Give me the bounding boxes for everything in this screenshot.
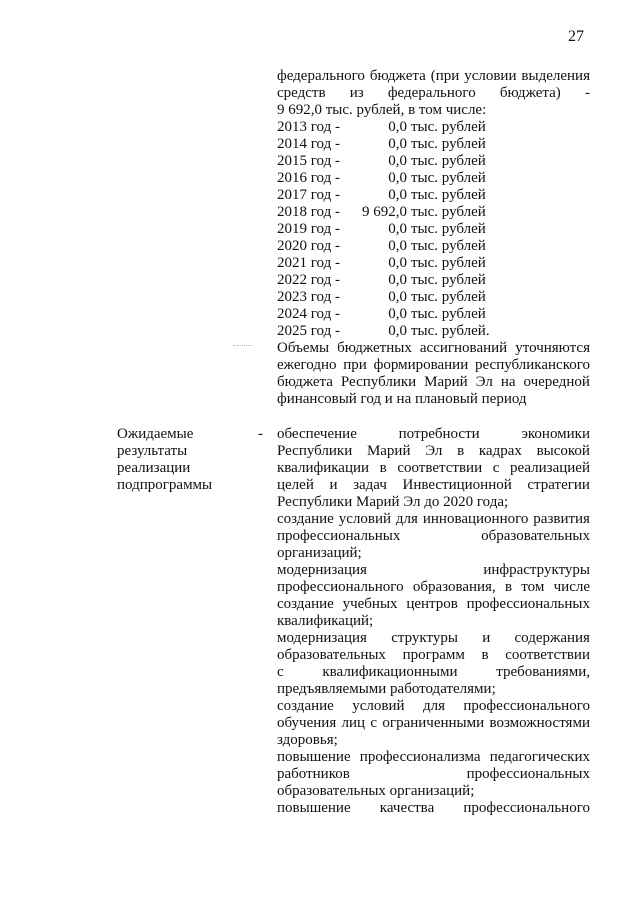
- label-line: реализации: [117, 460, 191, 476]
- word: квалификаций;: [277, 613, 374, 629]
- word: Марий: [424, 374, 468, 390]
- word: работников: [277, 766, 350, 782]
- word: в: [504, 579, 513, 595]
- scan-speck: [233, 345, 253, 348]
- word: обеспечение: [277, 426, 357, 442]
- word: Республики Марий Эл до 2020 года;: [277, 494, 509, 510]
- word: федерального: [277, 68, 365, 84]
- budget-year-row: [277, 170, 590, 187]
- budget-year-row: [277, 272, 590, 289]
- year-label: 2015 год -: [277, 153, 340, 169]
- word: качества: [379, 800, 435, 816]
- word: и: [329, 477, 338, 493]
- word: содержания: [514, 630, 590, 646]
- budget-year-row: [277, 306, 590, 323]
- year-label: 2025 год -: [277, 323, 340, 339]
- word: предъявляемыми работодателями;: [277, 681, 496, 697]
- text-line: [277, 732, 590, 749]
- year-label: 2018 год -: [277, 204, 340, 220]
- word: целей: [277, 477, 314, 493]
- year-amount: 0,0: [388, 187, 407, 203]
- word: бюджета: [369, 68, 426, 84]
- word: соответствии: [397, 460, 483, 476]
- word: в: [379, 460, 387, 476]
- word: педагогических: [489, 749, 590, 765]
- word: Республики: [277, 443, 353, 459]
- budget-intro: [277, 68, 590, 119]
- word: выделения: [521, 68, 590, 84]
- budget-year-row: [277, 119, 590, 136]
- year-amount: 0,0: [388, 170, 407, 186]
- word: стратегии: [527, 477, 590, 493]
- budget-year-row: [277, 153, 590, 170]
- year-unit: тыс. рублей: [411, 153, 486, 169]
- word: квалификационными: [322, 664, 458, 680]
- year-label: 2024 год -: [277, 306, 340, 322]
- budget-year-row: [277, 187, 590, 204]
- word: Эл: [475, 374, 493, 390]
- text-line: [277, 477, 590, 494]
- word: образовательных: [481, 528, 590, 544]
- word: требованиями,: [496, 664, 590, 680]
- text-line: [277, 357, 590, 374]
- year-label: 2020 год -: [277, 238, 340, 254]
- word: инфраструктуры: [483, 562, 590, 578]
- word: развития: [533, 511, 590, 527]
- page-number: 27: [568, 28, 584, 45]
- year-label: 2021 год -: [277, 255, 340, 271]
- word: возможностями: [489, 715, 590, 731]
- word: с: [370, 715, 378, 731]
- budget-year-row: [277, 204, 590, 221]
- word: республиканского: [475, 357, 590, 373]
- year-amount: 0,0: [388, 255, 407, 271]
- year-unit: тыс. рублей: [411, 204, 486, 220]
- word: Объемы: [277, 340, 330, 356]
- word: очередной: [523, 374, 590, 390]
- year-unit: тыс. рублей: [411, 187, 486, 203]
- word: на: [500, 374, 516, 390]
- text-line: [277, 426, 590, 443]
- word: ежегодно: [277, 357, 337, 373]
- word: создание: [277, 511, 334, 527]
- budget-year-row: [277, 255, 590, 272]
- text-line: [277, 494, 590, 511]
- year-unit: тыс. рублей: [411, 136, 486, 152]
- text-line: [277, 783, 590, 800]
- text-line: [277, 698, 590, 715]
- year-label: 2013 год -: [277, 119, 340, 135]
- word: из: [349, 85, 364, 101]
- word: профессиональных: [466, 596, 590, 612]
- year-amount: 0,0: [388, 289, 407, 305]
- word: создание: [277, 596, 334, 612]
- year-unit: тыс. рублей.: [411, 323, 490, 339]
- word: учебных: [342, 596, 398, 612]
- text-line: [277, 596, 590, 613]
- word: повышение: [277, 749, 351, 765]
- text-line: [277, 800, 590, 817]
- word: образовательных организаций;: [277, 783, 475, 799]
- word: инновационного: [422, 511, 529, 527]
- word: бюджета: [277, 374, 333, 390]
- year-unit: тыс. рублей: [411, 289, 486, 305]
- year-unit: тыс. рублей: [411, 221, 486, 237]
- word: Эл: [425, 443, 443, 459]
- word: (при: [430, 68, 460, 84]
- text-line: [277, 630, 590, 647]
- budget-year-row: [277, 289, 590, 306]
- year-amount: 0,0: [388, 306, 407, 322]
- word: соответствии: [505, 647, 590, 663]
- year-unit: тыс. рублей: [411, 255, 486, 271]
- word: ограниченными: [382, 715, 485, 731]
- word: для: [422, 698, 445, 714]
- word: реализацией: [510, 460, 590, 476]
- word: и: [482, 630, 491, 646]
- text-line: [277, 579, 590, 596]
- word: средств: [277, 85, 326, 101]
- word: в: [481, 647, 489, 663]
- year-amount: 0,0: [388, 272, 407, 288]
- word: экономики: [521, 426, 590, 442]
- text-line: [277, 647, 590, 664]
- expected-results-text: [277, 426, 590, 817]
- word: профессионализма: [359, 749, 481, 765]
- text-line: [277, 562, 590, 579]
- word: Инвестиционной: [402, 477, 512, 493]
- year-amount: 0,0: [388, 136, 407, 152]
- year-unit: тыс. рублей: [411, 170, 486, 186]
- word: обучения: [277, 715, 337, 731]
- text-line: [277, 374, 590, 391]
- word: профессионального: [277, 579, 404, 595]
- text-line: [277, 613, 590, 630]
- year-amount: 0,0: [388, 238, 407, 254]
- text-line: [277, 460, 590, 477]
- text-line: [277, 102, 590, 119]
- word: модернизация: [277, 562, 367, 578]
- year-amount: 0,0: [388, 323, 407, 339]
- word: для: [395, 511, 418, 527]
- word: условий: [338, 511, 392, 527]
- word: федерального: [387, 85, 476, 101]
- year-label: 2016 год -: [277, 170, 340, 186]
- year-unit: тыс. рублей: [411, 238, 486, 254]
- year-label: 2017 год -: [277, 187, 340, 203]
- word: формировании: [373, 357, 469, 373]
- word: бюджетных: [337, 340, 412, 356]
- word: профессионального: [463, 800, 590, 816]
- text-line: [277, 443, 590, 460]
- word: модернизация: [277, 630, 367, 646]
- word: финансовый год и на плановый период: [277, 391, 527, 407]
- word: профессионального: [463, 698, 590, 714]
- word: условии: [464, 68, 517, 84]
- text-line: [277, 715, 590, 732]
- text-line: [277, 681, 590, 698]
- year-amount: 9 692,0: [362, 204, 407, 220]
- year-amount: 0,0: [388, 221, 407, 237]
- year-label: 2014 год -: [277, 136, 340, 152]
- word: здоровья;: [277, 732, 338, 748]
- word: кадрах: [478, 443, 522, 459]
- word: при: [343, 357, 367, 373]
- year-unit: тыс. рублей: [411, 272, 486, 288]
- year-amount: 0,0: [388, 153, 407, 169]
- budget-year-row: [277, 221, 590, 238]
- word: с: [492, 460, 500, 476]
- word: потребности: [398, 426, 480, 442]
- word: повышение: [277, 800, 351, 816]
- year-amount: 0,0: [388, 119, 407, 135]
- budget-year-row: [277, 238, 590, 255]
- word: Марий: [366, 443, 411, 459]
- year-unit: тыс. рублей: [411, 306, 486, 322]
- word: 9 692,0 тыс. рублей, в том числе:: [277, 102, 487, 118]
- word: создание: [277, 698, 334, 714]
- word: квалификации: [277, 460, 370, 476]
- budget-section: [277, 68, 590, 408]
- expected-results-label: [117, 426, 257, 494]
- word: образования,: [412, 579, 496, 595]
- budget-year-row: [277, 323, 590, 340]
- word: структуры: [391, 630, 458, 646]
- text-line: [277, 511, 590, 528]
- word: профессиональных: [277, 528, 401, 544]
- label-line: Ожидаемые: [117, 426, 194, 442]
- word: программ: [402, 647, 465, 663]
- word: бюджета): [499, 85, 561, 101]
- text-line: [277, 528, 590, 545]
- word: организаций;: [277, 545, 362, 561]
- label-line: результаты: [117, 443, 188, 459]
- label-dash: -: [258, 426, 263, 442]
- text-line: [277, 68, 590, 85]
- year-label: 2019 год -: [277, 221, 340, 237]
- text-line: [277, 340, 590, 357]
- word: уточняются: [515, 340, 590, 356]
- word: высокой: [536, 443, 590, 459]
- word: том: [521, 579, 545, 595]
- word: числе: [553, 579, 590, 595]
- word: лиц: [341, 715, 366, 731]
- word: задач: [353, 477, 387, 493]
- text-line: [277, 545, 590, 562]
- word: Республики: [340, 374, 417, 390]
- text-line: [277, 85, 590, 102]
- word: условий: [352, 698, 405, 714]
- budget-year-row: [277, 136, 590, 153]
- word: центров: [406, 596, 458, 612]
- word: образовательных: [277, 647, 386, 663]
- word: -: [584, 85, 590, 101]
- word: профессиональных: [466, 766, 590, 782]
- word: с: [277, 664, 284, 680]
- year-unit: тыс. рублей: [411, 119, 486, 135]
- text-line: [277, 749, 590, 766]
- text-line: [277, 766, 590, 783]
- label-line: подпрограммы: [117, 477, 213, 493]
- budget-note: [277, 340, 590, 408]
- budget-years-list: [277, 119, 590, 340]
- word: ассигнований: [419, 340, 508, 356]
- year-label: 2023 год -: [277, 289, 340, 305]
- text-line: [277, 391, 590, 408]
- word: в: [457, 443, 465, 459]
- text-line: [277, 664, 590, 681]
- year-label: 2022 год -: [277, 272, 340, 288]
